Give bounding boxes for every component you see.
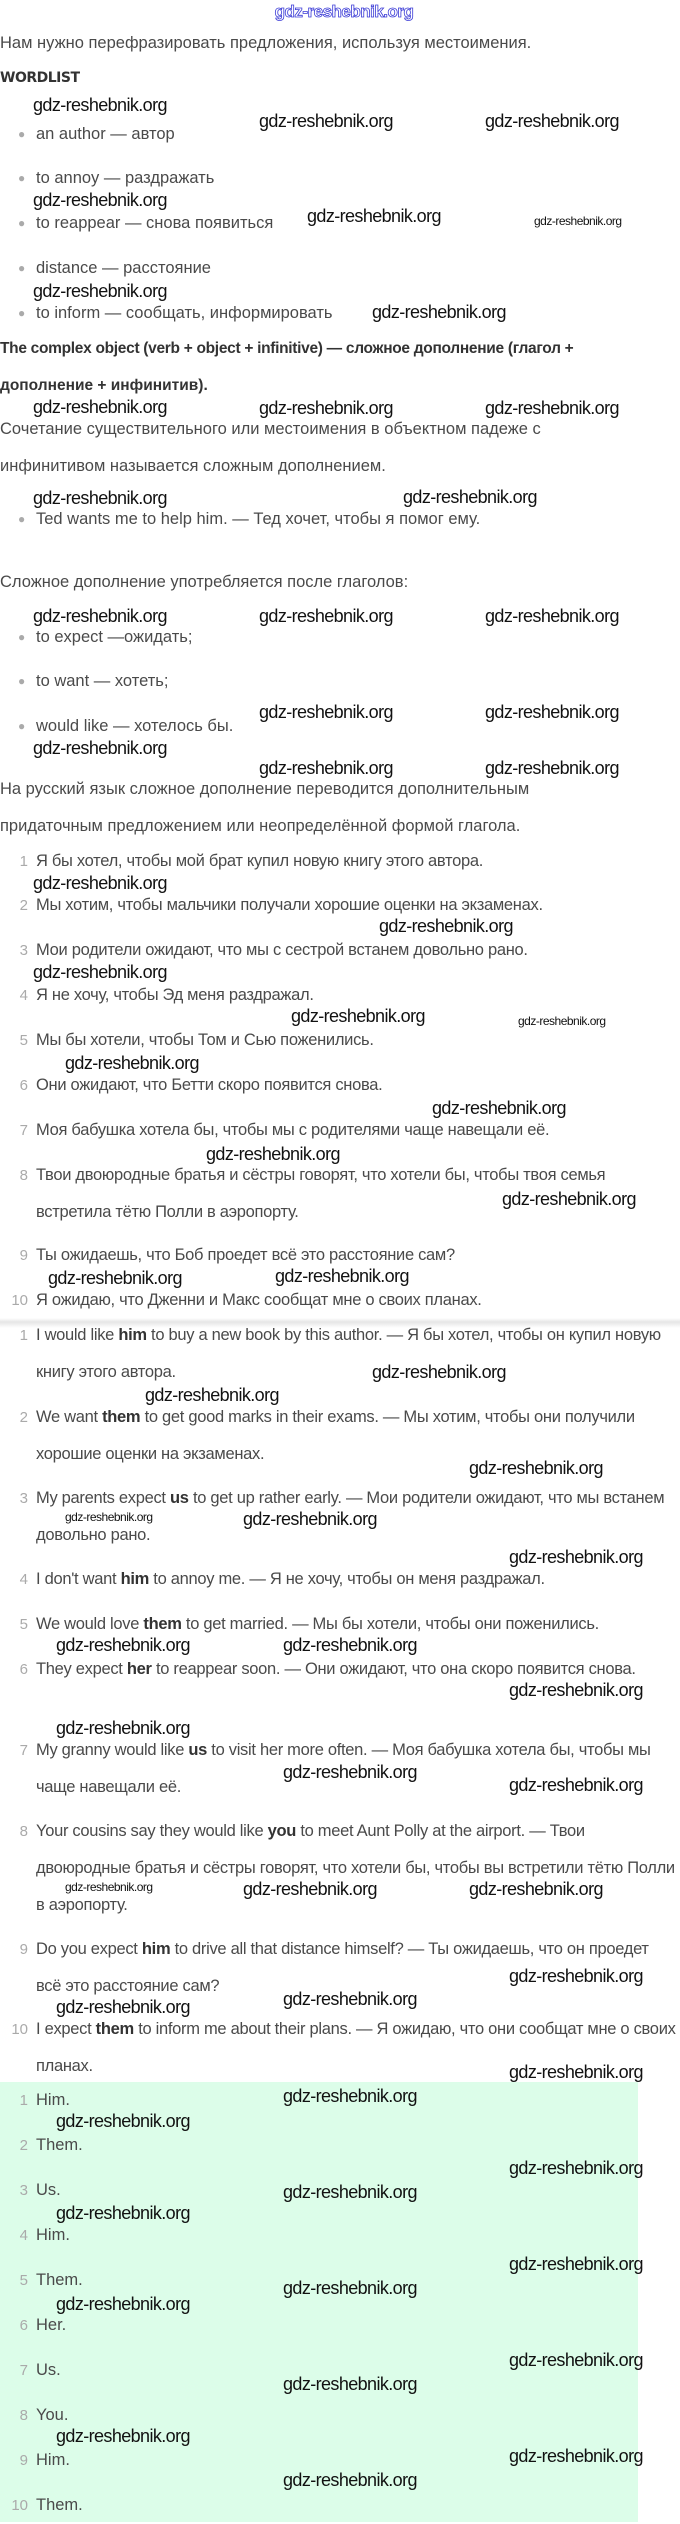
watermark-text: gdz-reshebnik.org <box>33 962 167 982</box>
watermark-text: gdz-reshebnik.org <box>33 190 167 210</box>
watermark-text: gdz-reshebnik.org <box>48 1268 182 1288</box>
item-number: 1 <box>19 2092 28 2109</box>
solution-text: to inform me about their plans. — Я ожидаю, что они сообщат мне о своих планах. <box>36 2020 676 2075</box>
watermark-text: gdz-reshebnik.org <box>307 206 441 226</box>
pronoun-highlight: us <box>170 1489 189 1507</box>
watermark-text: gdz-reshebnik.org <box>372 302 506 322</box>
exercise-item: Я не хочу, чтобы Эд меня раздражал. <box>36 986 314 1004</box>
pronoun-highlight: you <box>267 1822 297 1840</box>
watermark-text: gdz-reshebnik.org <box>243 1879 377 1899</box>
solution-text: They expect <box>36 1660 127 1678</box>
watermark-text: gdz-reshebnik.org <box>283 1635 417 1655</box>
rule-title: The complex object (verb + object + infinitive) — сложное дополнение (глагол + <box>0 340 574 357</box>
item-number: 9 <box>19 1941 28 1958</box>
bullet-icon: ● <box>18 127 26 141</box>
answer-item: Them. <box>36 2136 83 2154</box>
answer-item: Us. <box>36 2361 61 2379</box>
watermark-text: gdz-reshebnik.org <box>33 95 167 115</box>
watermark-text: gdz-reshebnik.org <box>259 702 393 722</box>
watermark-text: gdz-reshebnik.org <box>469 1458 603 1478</box>
watermark-text: gdz-reshebnik.org <box>485 398 619 418</box>
exercise-item: Моя бабушка хотела бы, чтобы мы с родителями чаще навещали её. <box>36 1121 550 1139</box>
item-number: 7 <box>19 2362 28 2379</box>
wordlist-title: WORDLIST <box>0 70 80 86</box>
item-number: 1 <box>19 1327 28 1344</box>
watermark-text: gdz-reshebnik.org <box>56 2111 190 2131</box>
watermark-text: gdz-reshebnik.org <box>65 1880 153 1894</box>
pronoun-highlight: them <box>102 1408 141 1426</box>
solution-text: My granny would like <box>36 1741 189 1759</box>
solution-text: I would like <box>36 1326 119 1344</box>
solution-text: to get good marks in their exams. — Мы хотим, чтобы они получили хорошие оценки на экзаменах. <box>36 1408 635 1463</box>
solution-text: to reappear soon. — Они ожидают, что она скоро появится снова. <box>151 1660 636 1678</box>
item-number: 5 <box>19 1032 28 1049</box>
solution-text: to visit her more often. — Моя бабушка хотела бы, чтобы мы чаще навещали её. <box>36 1741 651 1796</box>
watermark-text: gdz-reshebnik.org <box>283 2182 417 2202</box>
item-number: 2 <box>19 1409 28 1426</box>
site-logo-banner[interactable]: gdz-reshebnik.org <box>274 2 414 21</box>
bullet-icon: ● <box>18 306 26 320</box>
pronoun-highlight: her <box>126 1660 152 1678</box>
watermark-text: gdz-reshebnik.org <box>283 1989 417 2009</box>
solution-item <box>36 1317 678 1391</box>
verb-item: would like — хотелось бы. <box>36 717 234 735</box>
watermark-text: gdz-reshebnik.org <box>33 738 167 758</box>
answer-item: You. <box>36 2406 69 2424</box>
exercise-item: Мои родители ожидают, что мы с сестрой встанем довольно рано. <box>36 941 528 959</box>
item-number: 8 <box>19 1823 28 1840</box>
exercise-item: Мы бы хотели, чтобы Том и Сью поженились. <box>36 1031 374 1049</box>
item-number: 3 <box>19 942 28 959</box>
item-number: 10 <box>11 1292 28 1309</box>
item-number: 4 <box>19 2227 28 2244</box>
rule-definition: Сочетание существительного или местоимения в объектном падеже с <box>0 420 541 438</box>
item-number: 5 <box>19 1616 28 1633</box>
watermark-text: gdz-reshebnik.org <box>243 1509 377 1529</box>
watermark-text: gdz-reshebnik.org <box>56 2294 190 2314</box>
bullet-icon: ● <box>18 719 26 733</box>
solution-text: I don't want <box>36 1570 121 1588</box>
watermark-text: gdz-reshebnik.org <box>403 487 537 507</box>
item-number: 10 <box>11 2021 28 2038</box>
solution-text: to get married. — Мы бы хотели, чтобы они поженились. <box>181 1615 599 1633</box>
item-number: 8 <box>19 2407 28 2424</box>
watermark-text: gdz-reshebnik.org <box>283 2278 417 2298</box>
pronoun-highlight: us <box>188 1741 208 1759</box>
exercise-item: Они ожидают, что Бетти скоро появится снова. <box>36 1076 383 1094</box>
pronoun-highlight: them <box>143 1615 182 1633</box>
rule-title-cont: дополнение + инфинитив). <box>0 377 208 394</box>
watermark-text: gdz-reshebnik.org <box>56 1635 190 1655</box>
item-number: 9 <box>19 2452 28 2469</box>
watermark-text: gdz-reshebnik.org <box>509 2062 643 2082</box>
watermark-text: gdz-reshebnik.org <box>509 1966 643 1986</box>
watermark-text: gdz-reshebnik.org <box>509 1547 643 1567</box>
solution-text: to annoy me. — Я не хочу, чтобы он меня раздражал. <box>149 1570 545 1588</box>
watermark-text: gdz-reshebnik.org <box>33 873 167 893</box>
watermark-text: gdz-reshebnik.org <box>56 2203 190 2223</box>
watermark-text: gdz-reshebnik.org <box>509 2446 643 2466</box>
watermark-text: gdz-reshebnik.org <box>485 758 619 778</box>
item-number: 1 <box>19 853 28 870</box>
solution-text: I expect <box>36 2020 96 2038</box>
bullet-icon: ● <box>18 216 26 230</box>
answer-item: Us. <box>36 2181 61 2199</box>
bullet-icon: ● <box>18 171 26 185</box>
item-number: 4 <box>19 987 28 1004</box>
item-number: 3 <box>19 1490 28 1507</box>
watermark-text: gdz-reshebnik.org <box>65 1053 199 1073</box>
watermark-text: gdz-reshebnik.org <box>65 1510 153 1524</box>
answer-item: Them. <box>36 2271 83 2289</box>
wordlist-item: to inform — сообщать, информировать <box>36 304 333 322</box>
watermark-text: gdz-reshebnik.org <box>56 1718 190 1738</box>
item-number: 5 <box>19 2272 28 2289</box>
watermark-text: gdz-reshebnik.org <box>275 1266 409 1286</box>
pronoun-highlight: them <box>95 2020 134 2038</box>
wordlist-item: to annoy — раздражать <box>36 169 215 187</box>
solution-text: to get up rather early. — Мои родители ожидают, что мы встанем довольно рано. <box>36 1489 665 1544</box>
intro-text: Нам нужно перефразировать предложения, используя местоимения. <box>0 34 532 52</box>
watermark-text: gdz-reshebnik.org <box>485 111 619 131</box>
item-number: 6 <box>19 2317 28 2334</box>
watermark-text: gdz-reshebnik.org <box>259 758 393 778</box>
watermark-text: gdz-reshebnik.org <box>33 281 167 301</box>
watermark-text: gdz-reshebnik.org <box>291 1006 425 1026</box>
item-number: 3 <box>19 2182 28 2199</box>
watermark-text: gdz-reshebnik.org <box>502 1189 636 1209</box>
watermark-text: gdz-reshebnik.org <box>259 111 393 131</box>
bullet-icon: ● <box>18 674 26 688</box>
solution-text: Do you expect <box>36 1940 142 1958</box>
watermark-text: gdz-reshebnik.org <box>33 488 167 508</box>
bullet-icon: ● <box>18 630 26 644</box>
bullet-icon: ● <box>18 512 26 526</box>
pronoun-highlight: him <box>141 1940 171 1958</box>
answer-item: Him. <box>36 2451 70 2469</box>
watermark-text: gdz-reshebnik.org <box>259 606 393 626</box>
watermark-text: gdz-reshebnik.org <box>518 1014 606 1028</box>
watermark-text: gdz-reshebnik.org <box>206 1144 340 1164</box>
exercise-item: Ты ожидаешь, что Боб проедет всё это расстояние сам? <box>36 1246 455 1264</box>
watermark-text: gdz-reshebnik.org <box>259 398 393 418</box>
watermark-text: gdz-reshebnik.org <box>145 1385 279 1405</box>
watermark-text: gdz-reshebnik.org <box>283 1762 417 1782</box>
solution-text: My parents expect <box>36 1489 170 1507</box>
answer-item: Her. <box>36 2316 67 2334</box>
item-number: 9 <box>19 1247 28 1264</box>
watermark-text: gdz-reshebnik.org <box>485 606 619 626</box>
bullet-icon: ● <box>18 261 26 275</box>
verb-item: to want — хотеть; <box>36 672 169 690</box>
solution-text: We would love <box>36 1615 144 1633</box>
watermark-text: gdz-reshebnik.org <box>372 1362 506 1382</box>
watermark-text: gdz-reshebnik.org <box>469 1879 603 1899</box>
wordlist-item: to reappear — снова появиться <box>36 214 274 232</box>
watermark-text: gdz-reshebnik.org <box>509 1680 643 1700</box>
item-number: 2 <box>19 897 28 914</box>
watermark-text: gdz-reshebnik.org <box>509 2350 643 2370</box>
watermark-text: gdz-reshebnik.org <box>509 2254 643 2274</box>
rule-definition-cont: инфинитивом называется сложным дополнением. <box>0 457 386 475</box>
verb-item: to expect —ожидать; <box>36 628 193 646</box>
watermark-text: gdz-reshebnik.org <box>509 2158 643 2178</box>
answer-item: Him. <box>36 2091 70 2109</box>
item-number: 6 <box>19 1661 28 1678</box>
translation-note-cont: придаточным предложением или неопределённой формой глагола. <box>0 817 521 835</box>
exercise-item: Мы хотим, чтобы мальчики получали хорошие оценки на экзаменах. <box>36 896 543 914</box>
watermark-text: gdz-reshebnik.org <box>283 2374 417 2394</box>
solution-item <box>36 1813 678 1924</box>
verbs-intro: Сложное дополнение употребляется после глаголов: <box>0 573 409 591</box>
item-number: 10 <box>11 2497 28 2514</box>
pronoun-highlight: him <box>120 1570 149 1588</box>
watermark-text: gdz-reshebnik.org <box>534 214 622 228</box>
translation-note: На русский язык сложное дополнение переводится дополнительным <box>0 780 530 798</box>
item-number: 7 <box>19 1742 28 1759</box>
watermark-text: gdz-reshebnik.org <box>283 2470 417 2490</box>
watermark-text: gdz-reshebnik.org <box>56 2426 190 2446</box>
exercise-item: Твои двоюродные братья и сёстры говорят, что хотели бы, чтобы твоя семья встретила тётю Полли в аэропорту. <box>36 1166 606 1221</box>
solution-text: to buy a new book by this author. — Я бы хотел, чтобы он купил новую книгу этого автора. <box>36 1326 661 1381</box>
pronoun-highlight: him <box>118 1326 147 1344</box>
wordlist-item: distance — расстояние <box>36 259 211 277</box>
answer-item: Them. <box>36 2496 83 2514</box>
watermark-text: gdz-reshebnik.org <box>432 1098 566 1118</box>
item-number: 6 <box>19 1077 28 1094</box>
item-number: 8 <box>19 1167 28 1184</box>
watermark-text: gdz-reshebnik.org <box>33 606 167 626</box>
item-number: 7 <box>19 1122 28 1139</box>
answer-item: Him. <box>36 2226 70 2244</box>
solution-text: to meet Aunt Polly at the airport. — Твои двоюродные братья и сёстры говорят, что хотели бы, чтобы вы встретили тётю Полли в аэропорту. <box>36 1822 675 1914</box>
exercise-item: Я ожидаю, что Дженни и Макс сообщат мне о своих планах. <box>36 1291 482 1309</box>
exercise-item: Я бы хотел, чтобы мой брат купил новую книгу этого автора. <box>36 852 484 870</box>
solution-text: We want <box>36 1408 103 1426</box>
watermark-text: gdz-reshebnik.org <box>56 1997 190 2017</box>
watermark-text: gdz-reshebnik.org <box>509 1775 643 1795</box>
watermark-text: gdz-reshebnik.org <box>379 916 513 936</box>
solution-text: to drive all that distance himself? — Ты ожидаешь, что он проедет всё это расстояние сам? <box>36 1940 649 1995</box>
item-number: 2 <box>19 2137 28 2154</box>
watermark-text: gdz-reshebnik.org <box>33 397 167 417</box>
wordlist-item: an author — автор <box>36 125 175 143</box>
watermark-text: gdz-reshebnik.org <box>283 2086 417 2106</box>
item-number: 4 <box>19 1571 28 1588</box>
example-sentence: Ted wants me to help him. — Тед хочет, чтобы я помог ему. <box>36 510 481 528</box>
solution-text: Your cousins say they would like <box>36 1822 268 1840</box>
watermark-text: gdz-reshebnik.org <box>485 702 619 722</box>
